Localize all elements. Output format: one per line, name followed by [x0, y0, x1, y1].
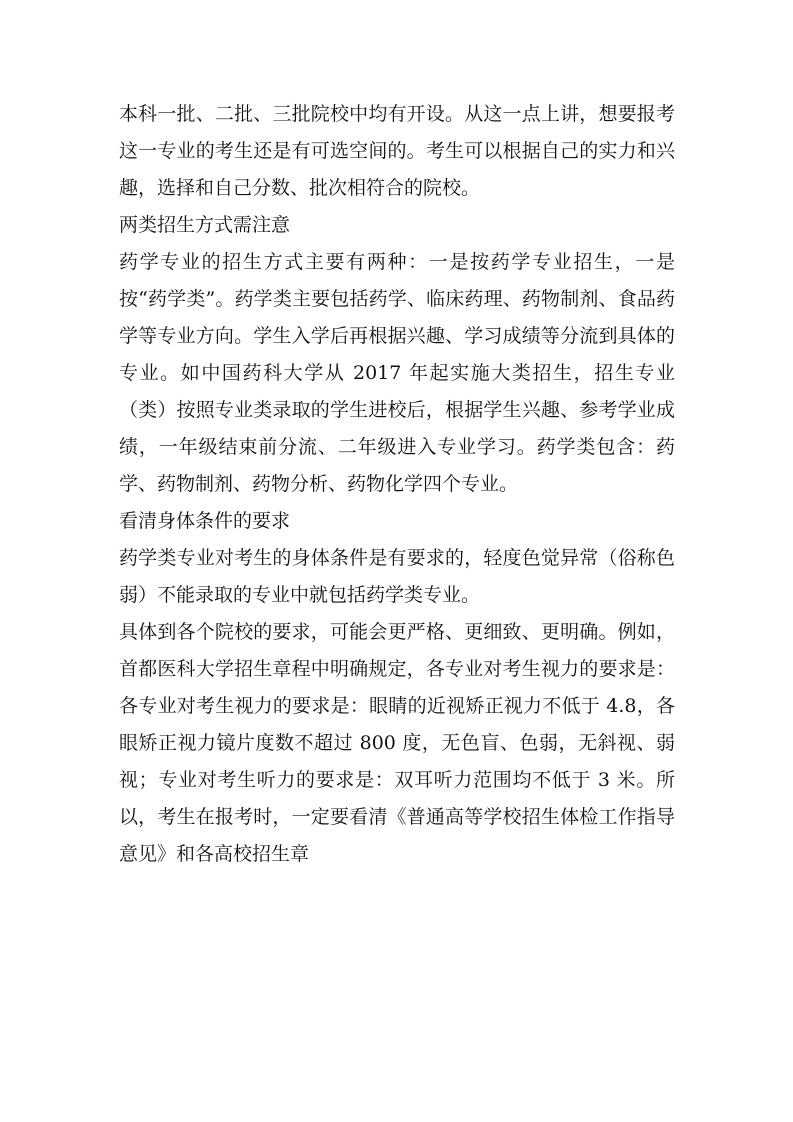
document-page: [119, 96, 675, 873]
paragraph-admission-methods: 药学专业的招生方式主要有两种：一是按药学专业招生，一是按“药学类”。药学类主要包括药学、临床药理、药物制剂、食品药学等专业方向。学生入学后再根据兴趣、学习成绩等分流到具体的专业。如中国药科大学从 2017 年起实施大类招生，招生专业（类）按照专业类录取的学生进校后，根据学生兴趣、参考学业成绩，一年级结束前分流、二年级进入专业学习。药学类包含：药学、药物制剂、药物分析、药物化学四个专业。: [119, 251, 675, 495]
section-heading-admission-methods: 两类招生方式需注意: [119, 214, 291, 236]
paragraph-school-requirements: 具体到各个院校的要求，可能会更严格、更细致、更明确。例如，首都医科大学招生章程中明确规定，各专业对考生视力的要求是：各专业对考生视力的要求是：眼睛的近视矫正视力不低于 4.8，各眼矫正视力镜片度数不超过 800 度，无色盲、色弱，无斜视、弱视；专业对考生听力的要求是：双耳听力范围均不低于 3 米。所以，考生在报考时，一定要看清《普通高等学校招生体检工作指导意见》和各高校招生章: [119, 621, 675, 865]
section-heading-physical-requirements: 看清身体条件的要求: [119, 510, 291, 532]
paragraph-physical-requirements: 药学类专业对考生的身体条件是有要求的，轻度色觉异常（俗称色弱）不能录取的专业中就包括药学类专业。: [119, 547, 675, 606]
paragraph-intro: 本科一批、二批、三批院校中均有开设。从这一点上讲，想要报考这一专业的考生还是有可选空间的。考生可以根据自己的实力和兴趣，选择和自己分数、批次相符合的院校。: [119, 103, 675, 199]
